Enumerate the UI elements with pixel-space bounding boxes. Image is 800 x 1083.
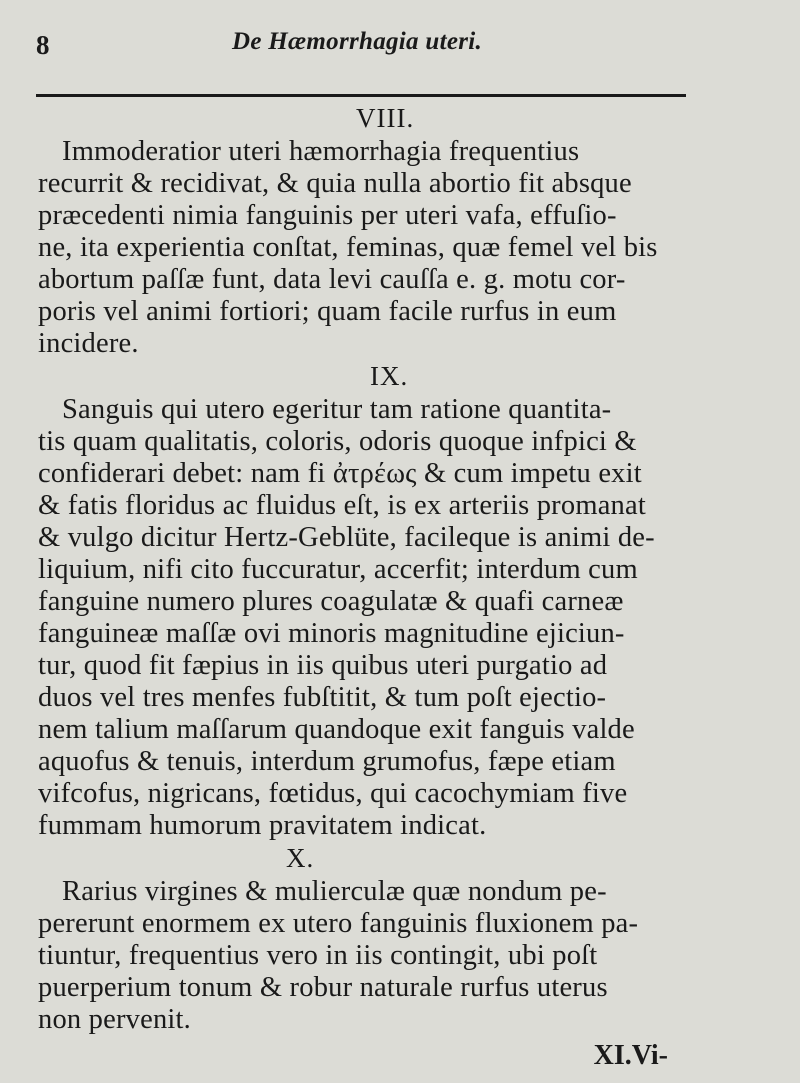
text-line: duos vel tres menfes fubſtitit, & tum poſt ejectio- bbox=[38, 682, 607, 713]
text-line: incidere. bbox=[38, 328, 139, 359]
text-line: non pervenit. bbox=[38, 1004, 191, 1035]
running-title: De Hæmorrhagia uteri. bbox=[232, 28, 483, 55]
text-line: abortum paſſæ funt, data levi cauſſa e. g. motu cor- bbox=[38, 264, 626, 295]
text-line: præcedenti nimia fanguinis per uteri vafa, effuſio- bbox=[38, 200, 617, 231]
text-line: aquofus & tenuis, interdum grumofus, fæpe etiam bbox=[38, 746, 616, 777]
page-number: 8 bbox=[36, 30, 50, 60]
section-number: IX. bbox=[370, 361, 409, 391]
catchword: XI.Vi- bbox=[593, 1040, 668, 1071]
text-line: poris vel animi fortiori; quam facile rurfus in eum bbox=[38, 296, 617, 327]
text-line: tis quam qualitatis, coloris, odoris quoque infpici & bbox=[38, 426, 637, 457]
text-line: vifcofus, nigricans, fœtidus, qui cacochymiam five bbox=[38, 778, 628, 809]
text-line: tiuntur, frequentius vero in iis contingit, ubi poſt bbox=[38, 940, 598, 971]
text-line: ne, ita experientia conſtat, feminas, quæ femel vel bis bbox=[38, 232, 658, 263]
section-number: X. bbox=[286, 843, 315, 873]
text-line: fummam humorum pravitatem indicat. bbox=[38, 810, 487, 841]
text-line: Sanguis qui utero egeritur tam ratione quantita- bbox=[62, 394, 612, 425]
text-line: recurrit & recidivat, & quia nulla abortio fit absque bbox=[38, 168, 632, 199]
text-line: confiderari debet: nam fi ἀτρέως & cum impetu exit bbox=[38, 458, 642, 489]
text-line: & vulgo dicitur Hertz-Geblüte, facileque is animi de- bbox=[38, 522, 655, 553]
text-line: Immoderatior uteri hæmorrhagia frequentius bbox=[62, 136, 580, 167]
text-line: Rarius virgines & mulierculæ quæ nondum pe- bbox=[62, 876, 607, 907]
header-rule bbox=[36, 94, 686, 97]
text-line: nem talium maſſarum quandoque exit fanguis valde bbox=[38, 714, 635, 745]
text-line: fanguine numero plures coagulatæ & quafi carneæ bbox=[38, 586, 624, 617]
text-line: & fatis floridus ac fluidus eſt, is ex arteriis promanat bbox=[38, 490, 646, 521]
running-head bbox=[0, 28, 800, 68]
text-line: tur, quod fit fæpius in iis quibus uteri purgatio ad bbox=[38, 650, 608, 681]
text-line: fanguineæ maſſæ ovi minoris magnitudine ejiciun- bbox=[38, 618, 625, 649]
text-line: puerperium tonum & robur naturale rurfus uterus bbox=[38, 972, 608, 1003]
text-line: pererunt enormem ex utero fanguinis fluxionem pa- bbox=[38, 908, 639, 939]
section-number: VIII. bbox=[356, 103, 415, 133]
text-line: liquium, nifi cito fuccuratur, accerfit; interdum cum bbox=[38, 554, 638, 585]
